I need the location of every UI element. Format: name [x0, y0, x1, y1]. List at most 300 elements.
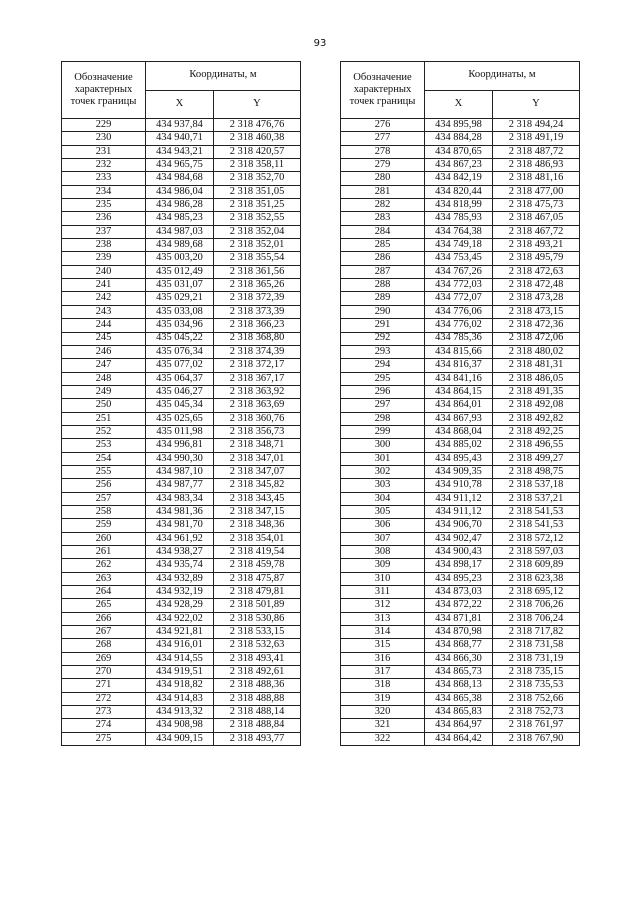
x-coordinate-cell: 434 864,97 — [425, 719, 493, 732]
table-row — [62, 626, 301, 639]
table-row — [62, 732, 301, 745]
table-row — [341, 519, 580, 532]
point-id-cell: 243 — [62, 305, 146, 318]
x-coordinate-cell: 434 884,28 — [425, 132, 493, 145]
point-id-cell: 282 — [341, 199, 425, 212]
y-coordinate-cell: 2 318 491,19 — [493, 132, 580, 145]
point-id-cell: 242 — [62, 292, 146, 305]
x-coordinate-cell: 434 908,98 — [146, 719, 214, 732]
y-coordinate-cell: 2 318 695,12 — [493, 586, 580, 599]
x-coordinate-cell: 434 928,29 — [146, 599, 214, 612]
x-coordinate-cell: 434 753,45 — [425, 252, 493, 265]
x-coordinate-cell: 434 864,42 — [425, 732, 493, 745]
y-coordinate-cell: 2 318 623,38 — [493, 572, 580, 585]
table-row — [62, 492, 301, 505]
table-row — [62, 119, 301, 132]
table-row — [341, 305, 580, 318]
point-id-cell: 293 — [341, 345, 425, 358]
table-row — [341, 292, 580, 305]
x-coordinate-cell: 434 865,73 — [425, 666, 493, 679]
point-id-cell: 277 — [341, 132, 425, 145]
x-coordinate-cell: 434 900,43 — [425, 546, 493, 559]
x-coordinate-cell: 434 895,43 — [425, 452, 493, 465]
table-row — [341, 532, 580, 545]
x-coordinate-cell: 435 046,27 — [146, 385, 214, 398]
x-coordinate-cell: 434 815,66 — [425, 345, 493, 358]
x-coordinate-cell: 435 034,96 — [146, 319, 214, 332]
y-coordinate-cell: 2 318 472,48 — [493, 279, 580, 292]
point-id-cell: 295 — [341, 372, 425, 385]
y-coordinate-cell: 2 318 541,53 — [493, 505, 580, 518]
x-coordinate-cell: 434 981,70 — [146, 519, 214, 532]
point-id-cell: 308 — [341, 546, 425, 559]
point-id-cell: 247 — [62, 359, 146, 372]
table-row — [341, 666, 580, 679]
y-coordinate-cell: 2 318 735,53 — [493, 679, 580, 692]
x-coordinate-cell: 434 986,28 — [146, 199, 214, 212]
x-coordinate-cell: 434 906,70 — [425, 519, 493, 532]
x-coordinate-cell: 434 864,15 — [425, 385, 493, 398]
y-coordinate-cell: 2 318 537,18 — [493, 479, 580, 492]
point-id-cell: 305 — [341, 505, 425, 518]
y-coordinate-cell: 2 318 481,31 — [493, 359, 580, 372]
table-row — [62, 505, 301, 518]
x-coordinate-cell: 434 985,23 — [146, 212, 214, 225]
table-row — [62, 332, 301, 345]
y-coordinate-cell: 2 318 761,97 — [493, 719, 580, 732]
table-row — [62, 612, 301, 625]
y-coordinate-cell: 2 318 467,05 — [493, 212, 580, 225]
x-coordinate-cell: 435 076,34 — [146, 345, 214, 358]
point-id-cell: 297 — [341, 399, 425, 412]
table-row — [62, 465, 301, 478]
table-row — [341, 612, 580, 625]
x-coordinate-cell: 434 914,55 — [146, 652, 214, 665]
y-coordinate-cell: 2 318 533,15 — [214, 626, 301, 639]
table-row — [62, 572, 301, 585]
point-id-cell: 321 — [341, 719, 425, 732]
table-row — [62, 532, 301, 545]
y-coordinate-cell: 2 318 348,36 — [214, 519, 301, 532]
point-id-cell: 286 — [341, 252, 425, 265]
x-coordinate-cell: 434 767,26 — [425, 265, 493, 278]
y-coordinate-cell: 2 318 541,53 — [493, 519, 580, 532]
x-coordinate-cell: 435 012,49 — [146, 265, 214, 278]
y-coordinate-cell: 2 318 498,75 — [493, 465, 580, 478]
y-coordinate-cell: 2 318 731,58 — [493, 639, 580, 652]
y-coordinate-cell: 2 318 488,14 — [214, 706, 301, 719]
x-coordinate-cell: 434 895,23 — [425, 572, 493, 585]
table-row — [341, 572, 580, 585]
table-row — [341, 239, 580, 252]
table-row — [62, 666, 301, 679]
y-coordinate-cell: 2 318 493,41 — [214, 652, 301, 665]
table-row — [341, 332, 580, 345]
table-row — [341, 412, 580, 425]
table-row — [341, 492, 580, 505]
point-id-cell: 257 — [62, 492, 146, 505]
point-id-cell: 303 — [341, 479, 425, 492]
point-id-cell: 236 — [62, 212, 146, 225]
x-coordinate-cell: 434 918,82 — [146, 679, 214, 692]
x-coordinate-cell: 434 932,19 — [146, 586, 214, 599]
table-row — [341, 132, 580, 145]
y-coordinate-cell: 2 318 609,89 — [493, 559, 580, 572]
header-x: X — [425, 90, 493, 119]
table-row — [341, 465, 580, 478]
point-id-cell: 259 — [62, 519, 146, 532]
x-coordinate-cell: 434 987,77 — [146, 479, 214, 492]
table-row — [62, 385, 301, 398]
point-id-cell: 289 — [341, 292, 425, 305]
coordinates-table-right — [340, 61, 580, 746]
point-id-cell: 246 — [62, 345, 146, 358]
x-coordinate-cell: 434 916,01 — [146, 639, 214, 652]
table-row — [62, 145, 301, 158]
point-id-cell: 267 — [62, 626, 146, 639]
point-id-cell: 307 — [341, 532, 425, 545]
y-coordinate-cell: 2 318 373,39 — [214, 305, 301, 318]
table-row — [341, 172, 580, 185]
table-row — [62, 345, 301, 358]
y-coordinate-cell: 2 318 706,24 — [493, 612, 580, 625]
y-coordinate-cell: 2 318 372,17 — [214, 359, 301, 372]
y-coordinate-cell: 2 318 345,82 — [214, 479, 301, 492]
table-row — [341, 439, 580, 452]
x-coordinate-cell: 434 990,30 — [146, 452, 214, 465]
point-id-cell: 322 — [341, 732, 425, 745]
point-id-cell: 252 — [62, 425, 146, 438]
x-coordinate-cell: 435 077,02 — [146, 359, 214, 372]
x-coordinate-cell: 434 913,32 — [146, 706, 214, 719]
x-coordinate-cell: 434 885,02 — [425, 439, 493, 452]
y-coordinate-cell: 2 318 530,86 — [214, 612, 301, 625]
table-row — [341, 399, 580, 412]
point-id-cell: 255 — [62, 465, 146, 478]
point-id-cell: 299 — [341, 425, 425, 438]
point-id-cell: 301 — [341, 452, 425, 465]
y-coordinate-cell: 2 318 347,15 — [214, 505, 301, 518]
table-row — [62, 599, 301, 612]
x-coordinate-cell: 435 064,37 — [146, 372, 214, 385]
table-row — [341, 119, 580, 132]
point-id-cell: 234 — [62, 185, 146, 198]
x-coordinate-cell: 434 865,83 — [425, 706, 493, 719]
x-coordinate-cell: 434 864,01 — [425, 399, 493, 412]
point-id-cell: 270 — [62, 666, 146, 679]
x-coordinate-cell: 434 842,19 — [425, 172, 493, 185]
x-coordinate-cell: 435 033,08 — [146, 305, 214, 318]
point-id-cell: 260 — [62, 532, 146, 545]
y-coordinate-cell: 2 318 347,07 — [214, 465, 301, 478]
point-id-cell: 274 — [62, 719, 146, 732]
y-coordinate-cell: 2 318 351,25 — [214, 199, 301, 212]
table-row — [341, 319, 580, 332]
table-row — [62, 412, 301, 425]
table-row — [62, 212, 301, 225]
point-id-cell: 281 — [341, 185, 425, 198]
table-row — [62, 319, 301, 332]
x-coordinate-cell: 434 938,27 — [146, 546, 214, 559]
table-row — [62, 305, 301, 318]
y-coordinate-cell: 2 318 355,54 — [214, 252, 301, 265]
point-id-cell: 290 — [341, 305, 425, 318]
table-row — [62, 706, 301, 719]
x-coordinate-cell: 434 989,68 — [146, 239, 214, 252]
y-coordinate-cell: 2 318 492,82 — [493, 412, 580, 425]
y-coordinate-cell: 2 318 487,72 — [493, 145, 580, 158]
x-coordinate-cell: 434 785,36 — [425, 332, 493, 345]
point-id-cell: 319 — [341, 692, 425, 705]
y-coordinate-cell: 2 318 752,66 — [493, 692, 580, 705]
y-coordinate-cell: 2 318 354,01 — [214, 532, 301, 545]
point-id-cell: 304 — [341, 492, 425, 505]
x-coordinate-cell: 434 961,92 — [146, 532, 214, 545]
x-coordinate-cell: 434 772,03 — [425, 279, 493, 292]
y-coordinate-cell: 2 318 352,04 — [214, 225, 301, 238]
table-row — [62, 292, 301, 305]
y-coordinate-cell: 2 318 706,26 — [493, 599, 580, 612]
x-coordinate-cell: 434 996,81 — [146, 439, 214, 452]
table-row — [62, 252, 301, 265]
y-coordinate-cell: 2 318 352,55 — [214, 212, 301, 225]
point-id-cell: 288 — [341, 279, 425, 292]
table-row — [62, 399, 301, 412]
y-coordinate-cell: 2 318 476,76 — [214, 119, 301, 132]
y-coordinate-cell: 2 318 459,78 — [214, 559, 301, 572]
y-coordinate-cell: 2 318 365,26 — [214, 279, 301, 292]
x-coordinate-cell: 434 922,02 — [146, 612, 214, 625]
y-coordinate-cell: 2 318 420,57 — [214, 145, 301, 158]
table-row — [62, 279, 301, 292]
x-coordinate-cell: 434 764,38 — [425, 225, 493, 238]
point-id-cell: 249 — [62, 385, 146, 398]
y-coordinate-cell: 2 318 479,81 — [214, 586, 301, 599]
point-id-cell: 292 — [341, 332, 425, 345]
table-row — [62, 132, 301, 145]
x-coordinate-cell: 434 932,89 — [146, 572, 214, 585]
point-id-cell: 230 — [62, 132, 146, 145]
y-coordinate-cell: 2 318 493,21 — [493, 239, 580, 252]
point-id-cell: 272 — [62, 692, 146, 705]
y-coordinate-cell: 2 318 352,70 — [214, 172, 301, 185]
table-row — [341, 692, 580, 705]
y-coordinate-cell: 2 318 495,79 — [493, 252, 580, 265]
header-point-label: Обозначение характерных точек границы — [62, 62, 146, 119]
y-coordinate-cell: 2 318 477,00 — [493, 185, 580, 198]
point-id-cell: 311 — [341, 586, 425, 599]
point-id-cell: 315 — [341, 639, 425, 652]
table-row — [62, 652, 301, 665]
y-coordinate-cell: 2 318 735,15 — [493, 666, 580, 679]
x-coordinate-cell: 434 867,23 — [425, 159, 493, 172]
x-coordinate-cell: 434 776,02 — [425, 319, 493, 332]
x-coordinate-cell: 434 984,68 — [146, 172, 214, 185]
table-row — [341, 225, 580, 238]
y-coordinate-cell: 2 318 492,61 — [214, 666, 301, 679]
table-row — [62, 185, 301, 198]
y-coordinate-cell: 2 318 475,73 — [493, 199, 580, 212]
y-coordinate-cell: 2 318 492,25 — [493, 425, 580, 438]
table-row — [62, 372, 301, 385]
table-row — [62, 559, 301, 572]
x-coordinate-cell: 434 841,16 — [425, 372, 493, 385]
x-coordinate-cell: 434 940,71 — [146, 132, 214, 145]
y-coordinate-cell: 2 318 488,36 — [214, 679, 301, 692]
x-coordinate-cell: 434 898,17 — [425, 559, 493, 572]
table-row — [62, 439, 301, 452]
y-coordinate-cell: 2 318 501,89 — [214, 599, 301, 612]
y-coordinate-cell: 2 318 491,35 — [493, 385, 580, 398]
point-id-cell: 318 — [341, 679, 425, 692]
table-row — [341, 252, 580, 265]
y-coordinate-cell: 2 318 374,39 — [214, 345, 301, 358]
point-id-cell: 291 — [341, 319, 425, 332]
point-id-cell: 258 — [62, 505, 146, 518]
table-row — [62, 239, 301, 252]
point-id-cell: 264 — [62, 586, 146, 599]
y-coordinate-cell: 2 318 372,39 — [214, 292, 301, 305]
y-coordinate-cell: 2 318 358,11 — [214, 159, 301, 172]
y-coordinate-cell: 2 318 496,55 — [493, 439, 580, 452]
y-coordinate-cell: 2 318 481,16 — [493, 172, 580, 185]
x-coordinate-cell: 435 045,22 — [146, 332, 214, 345]
table-row — [341, 679, 580, 692]
x-coordinate-cell: 435 003,20 — [146, 252, 214, 265]
x-coordinate-cell: 435 025,65 — [146, 412, 214, 425]
x-coordinate-cell: 434 868,77 — [425, 639, 493, 652]
table-row — [62, 359, 301, 372]
point-id-cell: 314 — [341, 626, 425, 639]
x-coordinate-cell: 434 868,04 — [425, 425, 493, 438]
point-id-cell: 275 — [62, 732, 146, 745]
table-row — [62, 172, 301, 185]
table-row — [341, 452, 580, 465]
x-coordinate-cell: 434 965,75 — [146, 159, 214, 172]
table-row — [341, 359, 580, 372]
point-id-cell: 241 — [62, 279, 146, 292]
x-coordinate-cell: 434 981,36 — [146, 505, 214, 518]
point-id-cell: 317 — [341, 666, 425, 679]
table-row — [62, 159, 301, 172]
x-coordinate-cell: 435 029,21 — [146, 292, 214, 305]
table-row — [341, 185, 580, 198]
table-row — [341, 199, 580, 212]
x-coordinate-cell: 434 937,84 — [146, 119, 214, 132]
point-id-cell: 313 — [341, 612, 425, 625]
x-coordinate-cell: 434 935,74 — [146, 559, 214, 572]
y-coordinate-cell: 2 318 347,01 — [214, 452, 301, 465]
point-id-cell: 278 — [341, 145, 425, 158]
table-row — [62, 479, 301, 492]
point-id-cell: 251 — [62, 412, 146, 425]
point-id-cell: 271 — [62, 679, 146, 692]
y-coordinate-cell: 2 318 472,36 — [493, 319, 580, 332]
y-coordinate-cell: 2 318 486,93 — [493, 159, 580, 172]
point-id-cell: 287 — [341, 265, 425, 278]
point-id-cell: 266 — [62, 612, 146, 625]
x-coordinate-cell: 434 911,12 — [425, 492, 493, 505]
x-coordinate-cell: 434 772,07 — [425, 292, 493, 305]
y-coordinate-cell: 2 318 486,05 — [493, 372, 580, 385]
point-id-cell: 265 — [62, 599, 146, 612]
x-coordinate-cell: 434 987,10 — [146, 465, 214, 478]
y-coordinate-cell: 2 318 419,54 — [214, 546, 301, 559]
x-coordinate-cell: 434 873,03 — [425, 586, 493, 599]
x-coordinate-cell: 435 011,98 — [146, 425, 214, 438]
table-row — [341, 479, 580, 492]
table-row — [62, 692, 301, 705]
y-coordinate-cell: 2 318 460,38 — [214, 132, 301, 145]
table-row — [62, 199, 301, 212]
x-coordinate-cell: 434 909,15 — [146, 732, 214, 745]
point-id-cell: 280 — [341, 172, 425, 185]
y-coordinate-cell: 2 318 597,03 — [493, 546, 580, 559]
point-id-cell: 232 — [62, 159, 146, 172]
point-id-cell: 237 — [62, 225, 146, 238]
x-coordinate-cell: 434 749,18 — [425, 239, 493, 252]
point-id-cell: 276 — [341, 119, 425, 132]
y-coordinate-cell: 2 318 368,80 — [214, 332, 301, 345]
point-id-cell: 300 — [341, 439, 425, 452]
header-y: Y — [214, 90, 301, 119]
x-coordinate-cell: 434 785,93 — [425, 212, 493, 225]
x-coordinate-cell: 434 866,30 — [425, 652, 493, 665]
x-coordinate-cell: 434 914,83 — [146, 692, 214, 705]
y-coordinate-cell: 2 318 352,01 — [214, 239, 301, 252]
y-coordinate-cell: 2 318 572,12 — [493, 532, 580, 545]
point-id-cell: 245 — [62, 332, 146, 345]
table-row — [341, 546, 580, 559]
y-coordinate-cell: 2 318 366,23 — [214, 319, 301, 332]
table-row — [341, 159, 580, 172]
y-coordinate-cell: 2 318 488,88 — [214, 692, 301, 705]
coordinates-table-left — [61, 61, 301, 746]
x-coordinate-cell: 434 909,35 — [425, 465, 493, 478]
table-row — [341, 626, 580, 639]
y-coordinate-cell: 2 318 499,27 — [493, 452, 580, 465]
x-coordinate-cell: 434 895,98 — [425, 119, 493, 132]
table-row — [341, 505, 580, 518]
y-coordinate-cell: 2 318 717,82 — [493, 626, 580, 639]
y-coordinate-cell: 2 318 361,56 — [214, 265, 301, 278]
point-id-cell: 279 — [341, 159, 425, 172]
y-coordinate-cell: 2 318 472,06 — [493, 332, 580, 345]
table-row — [341, 265, 580, 278]
x-coordinate-cell: 434 816,37 — [425, 359, 493, 372]
table-row — [62, 452, 301, 465]
point-id-cell: 298 — [341, 412, 425, 425]
table-row — [341, 732, 580, 745]
x-coordinate-cell: 434 911,12 — [425, 505, 493, 518]
point-id-cell: 253 — [62, 439, 146, 452]
x-coordinate-cell: 434 870,98 — [425, 626, 493, 639]
table-row — [62, 719, 301, 732]
y-coordinate-cell: 2 318 532,63 — [214, 639, 301, 652]
table-row — [341, 706, 580, 719]
y-coordinate-cell: 2 318 473,15 — [493, 305, 580, 318]
y-coordinate-cell: 2 318 356,73 — [214, 425, 301, 438]
table-row — [341, 639, 580, 652]
point-id-cell: 306 — [341, 519, 425, 532]
point-id-cell: 256 — [62, 479, 146, 492]
header-y: Y — [493, 90, 580, 119]
table-row — [62, 639, 301, 652]
y-coordinate-cell: 2 318 472,63 — [493, 265, 580, 278]
table-row — [62, 586, 301, 599]
point-id-cell: 316 — [341, 652, 425, 665]
point-id-cell: 302 — [341, 465, 425, 478]
